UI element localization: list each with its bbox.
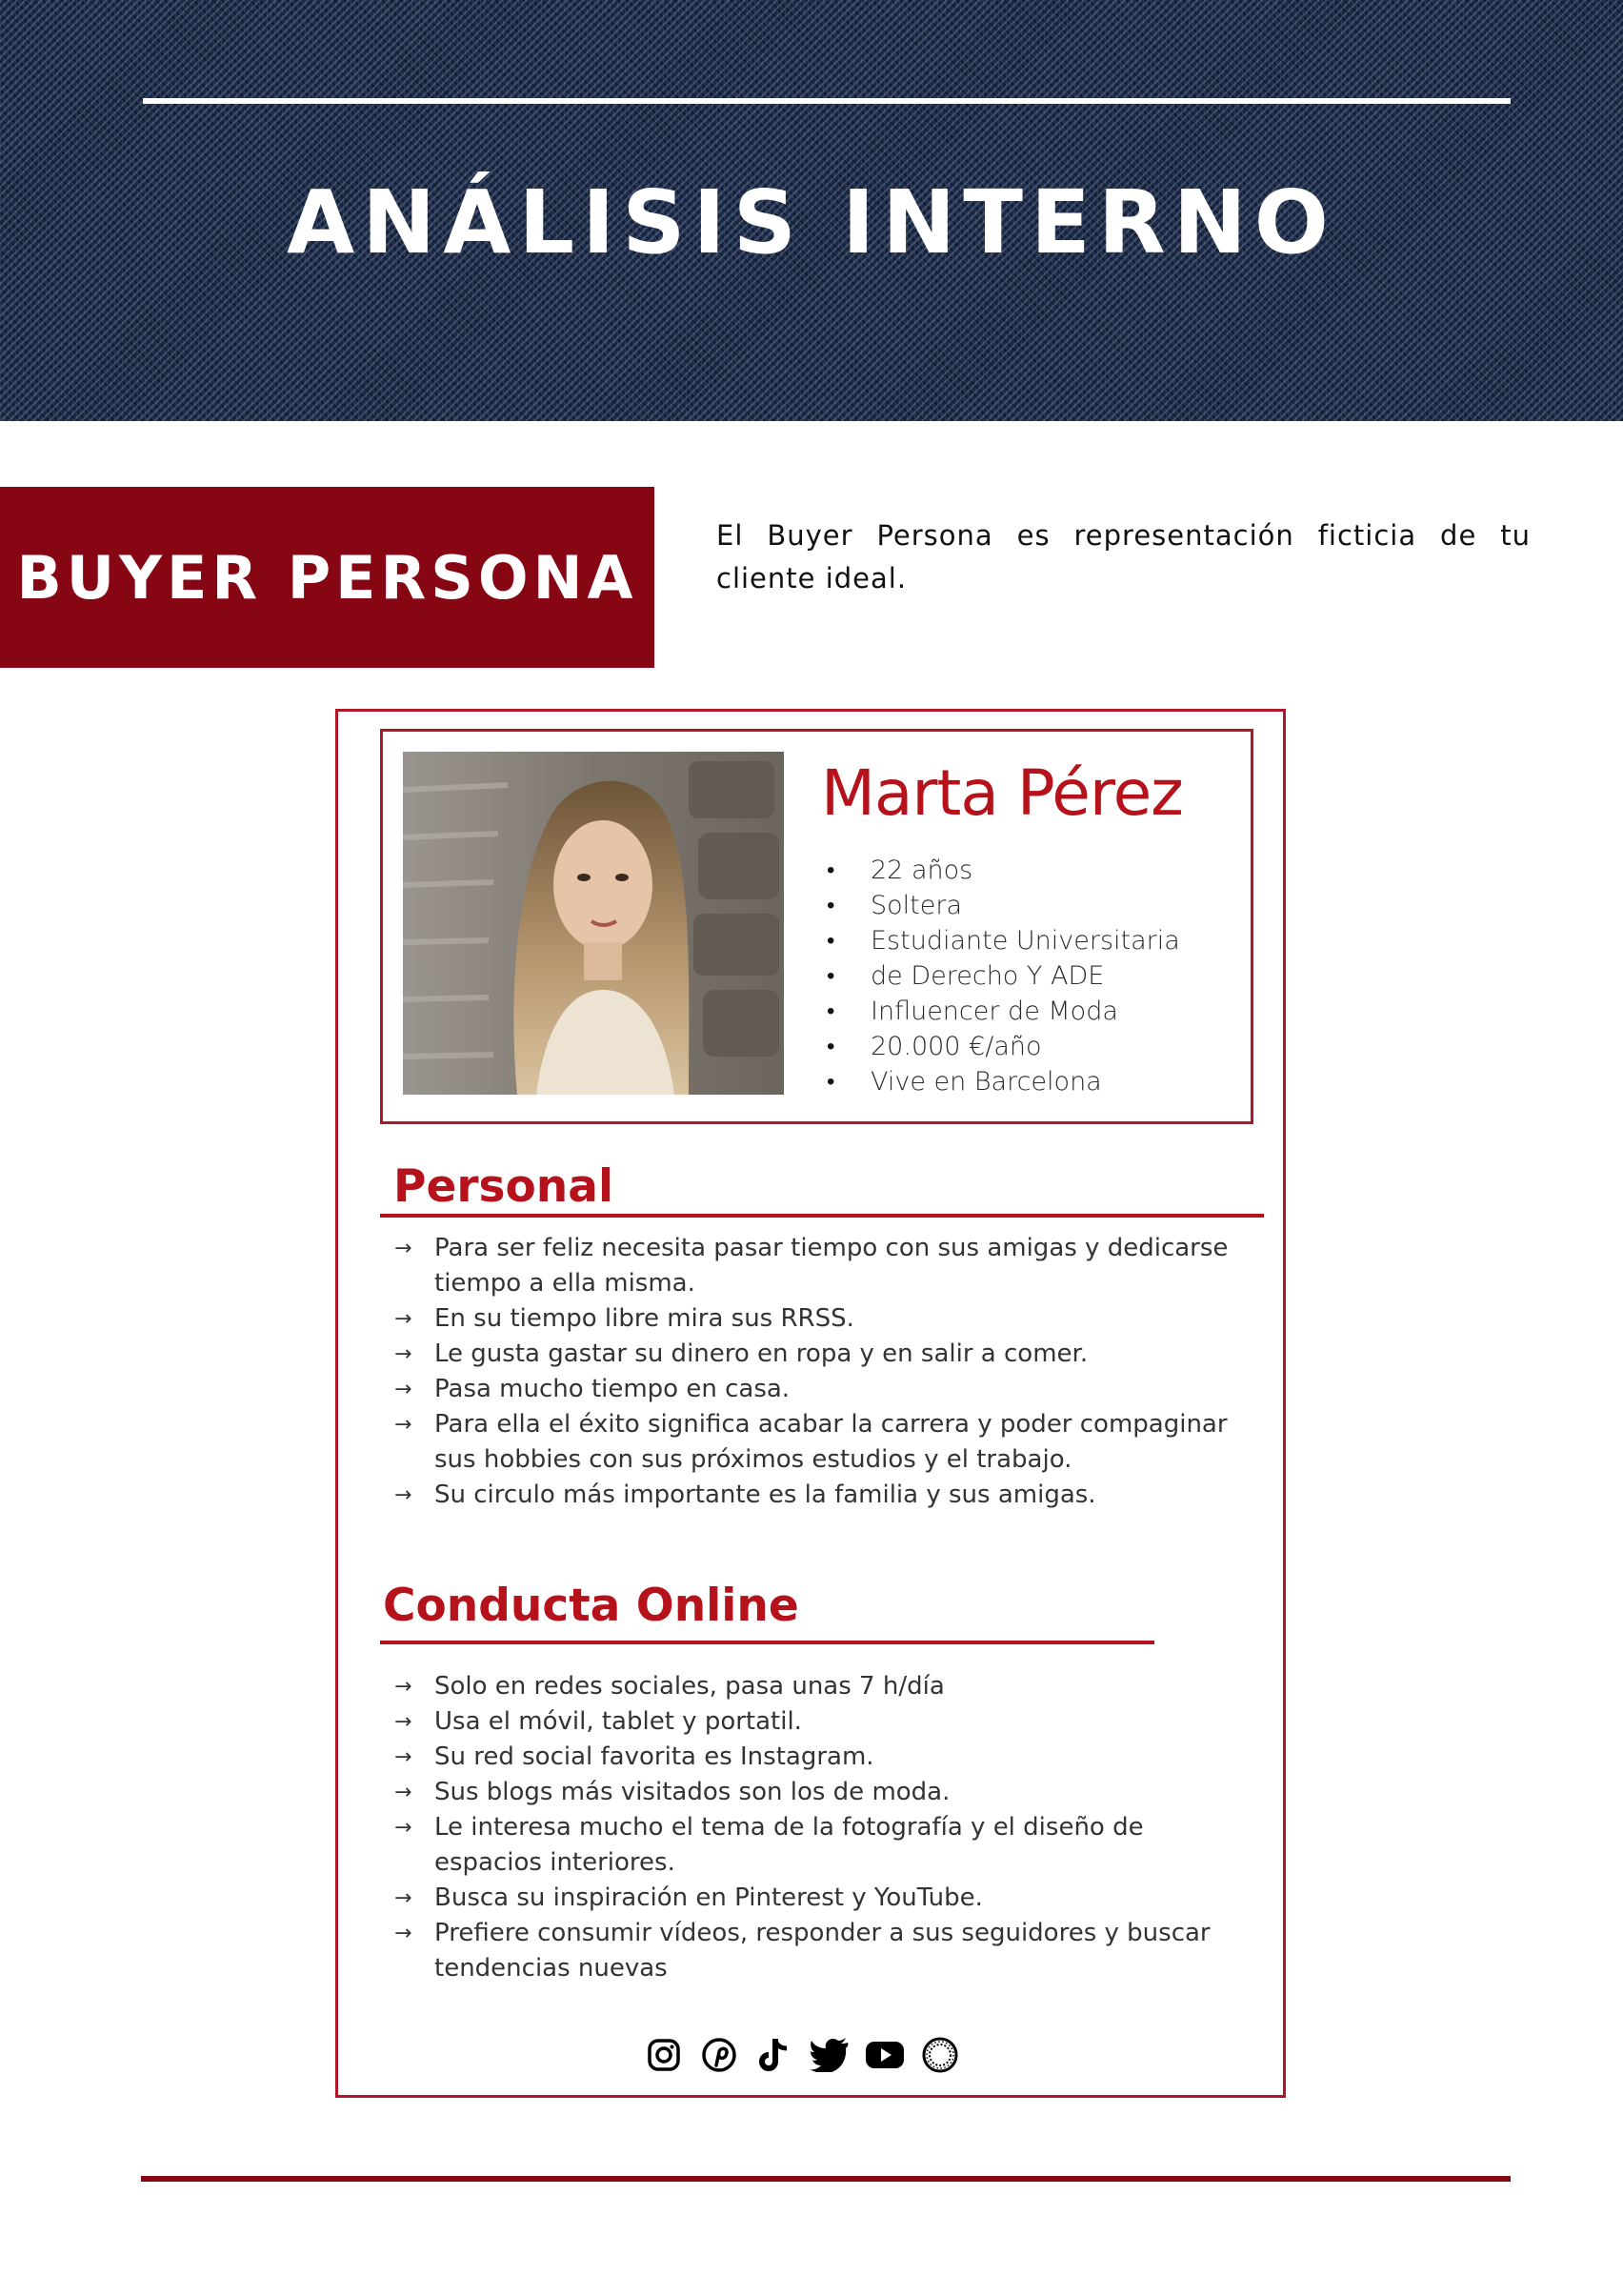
- fact-item: • 22 años: [827, 853, 1180, 888]
- vsco-icon: [919, 2034, 961, 2076]
- personal-rule: [380, 1214, 1264, 1218]
- fact-item: • Influencer de Moda: [827, 994, 1180, 1029]
- list-item: → Su red social favorita es Instagram.: [394, 1740, 1252, 1775]
- list-item: → Pasa mucho tiempo en casa.: [394, 1372, 1252, 1407]
- online-heading: Conducta Online: [383, 1580, 799, 1632]
- denim-header: [0, 0, 1623, 421]
- page-title: ANÁLISIS INTERNO: [287, 171, 1336, 273]
- twitter-icon: [809, 2034, 851, 2076]
- fact-item: • 20.000 €/año: [827, 1029, 1180, 1064]
- persona-name: Marta Pérez: [821, 756, 1183, 830]
- section-badge-label: BUYER PERSONA: [16, 542, 638, 613]
- list-item: → Prefiere consumir vídeos, responder a sus seguidores y buscar tendencias nuevas: [394, 1916, 1252, 1986]
- fact-item: • de Derecho Y ADE: [827, 958, 1180, 994]
- fact-item: • Estudiante Universitaria: [827, 923, 1180, 958]
- list-item: → Para ser feliz necesita pasar tiempo con sus amigas y dedicarse tiempo a ella misma.: [394, 1231, 1252, 1301]
- list-item: → Para ella el éxito significa acabar la carrera y poder compaginar sus hobbies con sus próximos estudios y el trabajo.: [394, 1407, 1252, 1478]
- personal-heading: Personal: [393, 1160, 614, 1213]
- section-badge: [0, 487, 654, 668]
- list-item: → Sus blogs más visitados son los de moda.: [394, 1775, 1252, 1810]
- youtube-icon: [864, 2034, 906, 2076]
- fact-item: • Vive en Barcelona: [827, 1064, 1180, 1099]
- profile-photo: [403, 752, 784, 1095]
- header-divider: [143, 98, 1511, 104]
- list-item: → Le gusta gastar su dinero en ropa y en salir a comer.: [394, 1337, 1252, 1372]
- list-item: → En su tiempo libre mira sus RRSS.: [394, 1301, 1252, 1337]
- tiktok-icon: [753, 2034, 795, 2076]
- list-item: → Usa el móvil, tablet y portatil.: [394, 1704, 1252, 1740]
- instagram-icon: [643, 2034, 685, 2076]
- fact-item: • Soltera: [827, 888, 1180, 923]
- personal-list: [394, 1231, 1252, 1513]
- online-rule: [380, 1641, 1154, 1644]
- pinterest-icon: [698, 2034, 740, 2076]
- social-icons-row: [643, 2034, 961, 2076]
- list-item: → Le interesa mucho el tema de la fotografía y el diseño de espacios interiores.: [394, 1810, 1252, 1881]
- list-item: → Solo en redes sociales, pasa unas 7 h/día: [394, 1669, 1252, 1704]
- persona-facts: [827, 853, 1180, 1099]
- online-list: [394, 1669, 1252, 1986]
- list-item: → Su circulo más importante es la familia y sus amigas.: [394, 1478, 1252, 1513]
- list-item: → Busca su inspiración en Pinterest y YouTube.: [394, 1881, 1252, 1916]
- footer-rule: [141, 2176, 1511, 2182]
- intro-text: El Buyer Persona es representación ficticia de tu cliente ideal.: [716, 519, 1531, 594]
